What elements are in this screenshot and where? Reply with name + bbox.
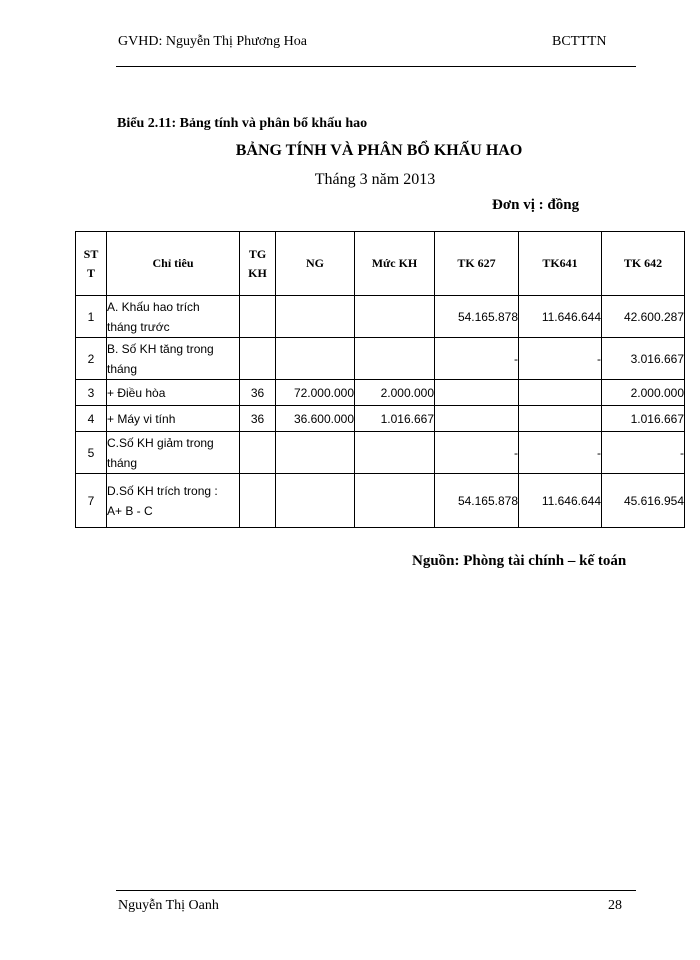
- cell-chi-tieu: + Máy vi tính: [107, 406, 240, 432]
- cell-stt: 2: [76, 338, 107, 380]
- figure-caption: Biểu 2.11: Bảng tính và phân bổ khấu hao: [117, 116, 368, 131]
- cell-tk641: -: [519, 432, 602, 474]
- cell-tk641: [519, 380, 602, 406]
- cell-chi-tieu-line2: tháng: [107, 455, 138, 470]
- cell-stt: 7: [76, 474, 107, 528]
- col-header-tgkh-line1: TG: [248, 246, 267, 261]
- cell-tk641: 11.646.644: [519, 296, 602, 338]
- col-header-stt-line1: ST: [83, 246, 99, 261]
- footer-divider: [116, 890, 636, 891]
- cell-chi-tieu-line1: D.Số KH trích trong :: [107, 483, 218, 498]
- cell-tk641: 11.646.644: [519, 474, 602, 528]
- cell-chi-tieu-line2: tháng trước: [107, 319, 170, 334]
- table-row: [76, 406, 685, 432]
- cell-tk642: 42.600.287: [602, 296, 685, 338]
- cell-muc-kh: [355, 296, 435, 338]
- table-title: [0, 142, 700, 160]
- cell-chi-tieu: [107, 296, 240, 338]
- unit-label: Đơn vị : đồng: [492, 197, 580, 213]
- cell-tk627: 54.165.878: [435, 474, 519, 528]
- cell-chi-tieu-line2: tháng: [107, 361, 138, 376]
- table-header-row: [76, 232, 685, 296]
- col-header-stt: [76, 232, 107, 296]
- col-header-stt-line2: T: [86, 265, 95, 280]
- header-report-code: BCTTTN: [552, 34, 607, 49]
- cell-ng: [276, 338, 355, 380]
- cell-stt: 1: [76, 296, 107, 338]
- footer-author: Nguyễn Thị Oanh: [118, 898, 219, 913]
- cell-muc-kh: 2.000.000: [355, 380, 435, 406]
- header-divider: [116, 66, 636, 67]
- cell-tk641: -: [519, 338, 602, 380]
- col-header-ng: NG: [276, 232, 355, 296]
- cell-ng: 72.000.000: [276, 380, 355, 406]
- table-subtitle: [0, 171, 700, 189]
- header-advisor: GVHD: Nguyễn Thị Phương Hoa: [118, 34, 307, 49]
- cell-ng: 36.600.000: [276, 406, 355, 432]
- cell-muc-kh: [355, 432, 435, 474]
- cell-tg: 36: [240, 380, 276, 406]
- col-header-muc-kh: Mức KH: [355, 232, 435, 296]
- table-row: [76, 380, 685, 406]
- col-header-tk642: TK 642: [602, 232, 685, 296]
- depreciation-table: [75, 231, 685, 528]
- table-row: [76, 338, 685, 380]
- cell-chi-tieu-line1: B. Số KH tăng trong: [107, 341, 214, 356]
- col-header-tk641: TK641: [519, 232, 602, 296]
- table-title-text: BẢNG TÍNH VÀ PHÂN BỔ KHẤU HAO: [235, 142, 523, 159]
- cell-tk642: 3.016.667: [602, 338, 685, 380]
- cell-tk627: -: [435, 338, 519, 380]
- table-row: [76, 432, 685, 474]
- cell-chi-tieu: [107, 338, 240, 380]
- cell-tk627: [435, 380, 519, 406]
- table-row: [76, 296, 685, 338]
- cell-tk642: 2.000.000: [602, 380, 685, 406]
- cell-stt: 3: [76, 380, 107, 406]
- col-header-tgkh-line2: KH: [248, 265, 267, 280]
- cell-tg: [240, 474, 276, 528]
- table-row: [76, 474, 685, 528]
- col-header-tgkh: [240, 232, 276, 296]
- cell-ng: [276, 296, 355, 338]
- table-subtitle-text: Tháng 3 năm 2013: [314, 171, 436, 188]
- cell-stt: 4: [76, 406, 107, 432]
- cell-chi-tieu: [107, 474, 240, 528]
- cell-chi-tieu-line2: A+ B - C: [107, 503, 153, 518]
- cell-tk627: [435, 406, 519, 432]
- cell-tg: [240, 296, 276, 338]
- col-header-chi-tieu: Chỉ tiêu: [107, 232, 240, 296]
- cell-muc-kh: [355, 474, 435, 528]
- page-number: 28: [608, 898, 622, 913]
- cell-chi-tieu: [107, 432, 240, 474]
- cell-tg: [240, 338, 276, 380]
- source-note: Nguồn: Phòng tài chính – kế toán: [412, 553, 627, 569]
- cell-tg: [240, 432, 276, 474]
- cell-ng: [276, 474, 355, 528]
- cell-ng: [276, 432, 355, 474]
- cell-chi-tieu-line1: C.Số KH giảm trong: [107, 435, 214, 450]
- cell-chi-tieu: + Điều hòa: [107, 380, 240, 406]
- cell-tk642: 1.016.667: [602, 406, 685, 432]
- cell-muc-kh: 1.016.667: [355, 406, 435, 432]
- cell-stt: 5: [76, 432, 107, 474]
- cell-tk642: 45.616.954: [602, 474, 685, 528]
- cell-tk627: -: [435, 432, 519, 474]
- col-header-tk627: TK 627: [435, 232, 519, 296]
- cell-tk627: 54.165.878: [435, 296, 519, 338]
- cell-muc-kh: [355, 338, 435, 380]
- cell-tk641: [519, 406, 602, 432]
- cell-chi-tieu-line1: A. Khấu hao trích: [107, 299, 200, 314]
- cell-tk642: -: [602, 432, 685, 474]
- cell-tg: 36: [240, 406, 276, 432]
